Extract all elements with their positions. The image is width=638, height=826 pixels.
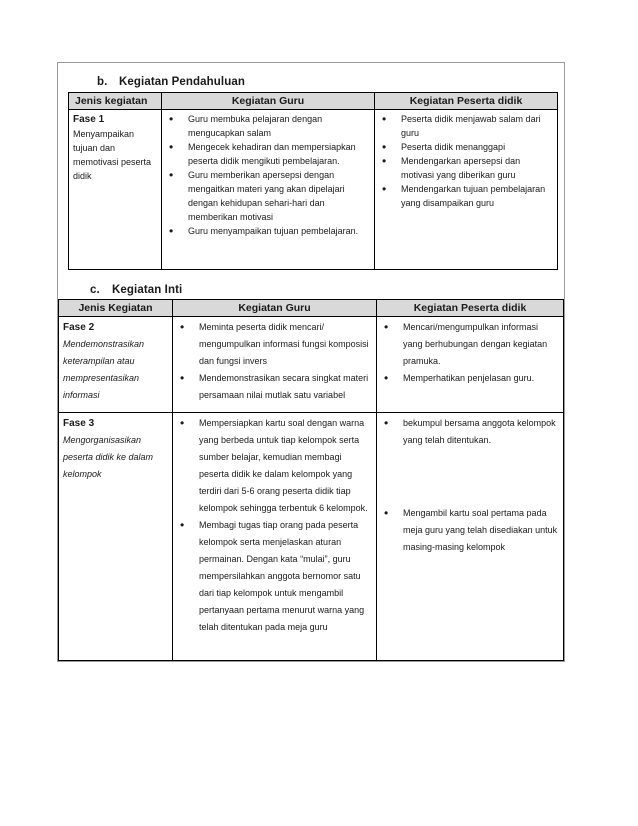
table-header-row	[59, 300, 564, 317]
section-c-heading	[90, 284, 182, 296]
section-b-heading	[97, 76, 245, 88]
fase-label: Fase 1	[73, 114, 105, 125]
list-item: • Guru memberikan apersepsi dengan mengaitkan materi yang akan dipelajari dengan kehidupan sehari-hari dan memberikan motivasi	[166, 168, 370, 224]
list-item: • Mencari/mengumpulkan informasi yang berhubungan dengan kegiatan pramuka.	[381, 319, 559, 370]
table-header-row	[69, 93, 558, 110]
header-jenis-kegiatan: Jenis kegiatan	[69, 93, 162, 110]
fase-label: Fase 3	[63, 418, 95, 429]
header-kegiatan-peserta: Kegiatan Peserta didik	[377, 300, 564, 317]
section-c-letter: c.	[90, 284, 100, 296]
section-c-title: Kegiatan Inti	[112, 284, 183, 296]
list-item: • Guru menyampaikan tujuan pembelajaran.	[166, 224, 370, 238]
cell-peserta	[377, 413, 564, 661]
cell-jenis	[69, 110, 162, 270]
cell-guru	[162, 110, 375, 270]
cell-peserta	[377, 317, 564, 413]
spacer	[381, 449, 559, 505]
table-row-fase-1	[69, 110, 558, 270]
cell-guru	[173, 317, 377, 413]
header-kegiatan-guru: Kegiatan Guru	[173, 300, 377, 317]
header-kegiatan-peserta: Kegiatan Peserta didik	[375, 93, 558, 110]
cell-peserta	[375, 110, 558, 270]
list-item: • Mengecek kehadiran dan mempersiapkan peserta didik mengikuti pembelajaran.	[166, 140, 370, 168]
list-item: • Mengambil kartu soal pertama pada meja guru yang telah disediakan untuk masing-masing kelompok	[381, 505, 559, 556]
header-kegiatan-guru: Kegiatan Guru	[162, 93, 375, 110]
list-item: • bekumpul bersama anggota kelompok yang telah ditentukan.	[381, 415, 559, 449]
fase-description: Mendemonstrasikan keterampilan atau mempresentasikan informasi	[63, 339, 145, 400]
header-jenis-kegiatan: Jenis Kegiatan	[59, 300, 173, 317]
cell-guru	[173, 413, 377, 661]
fase-label: Fase 2	[63, 322, 95, 333]
cell-jenis	[59, 413, 173, 661]
list-item: • Membagi tugas tiap orang pada peserta kelompok serta menjelaskan aturan permainan. Dengan kata “mulai”, guru mempersilahkan anggota bernomor satu dari tiap kelompok untuk mengambil pertanyaan pertama menurut warna yang telah ditentukan pada meja guru	[177, 517, 372, 636]
table-row-fase-3	[59, 413, 564, 661]
page-frame-bottom	[57, 661, 565, 662]
section-b-title: Kegiatan Pendahuluan	[119, 76, 245, 88]
list-item: • Mendengarkan tujuan pembelajaran yang disampaikan guru	[379, 182, 553, 210]
fase-description: Menyampaikan tujuan dan memotivasi peserta didik	[73, 129, 152, 181]
list-item: • Guru membuka pelajaran dengan mengucapkan salam	[166, 112, 370, 140]
list-item: • Mendemonstrasikan secara singkat materi persamaan nilai mutlak satu variabel	[177, 370, 372, 404]
list-item: • Meminta peserta didik mencari/ mengumpulkan informasi fungsi komposisi dan fungsi invers	[177, 319, 372, 370]
list-item: • Mempersiapkan kartu soal dengan warna yang berbeda untuk tiap kelompok serta sumber belajar, kemudian membagi peserta didik ke dalam kelompok yang terdiri dari 5-6 orang peserta didik tiap kelompok sehingga terbentuk 6 kelompok.	[177, 415, 372, 517]
list-item: • Peserta didik menjawab salam dari guru	[379, 112, 553, 140]
list-item: • Mendengarkan apersepsi dan motivasi yang diberikan guru	[379, 154, 553, 182]
table-kegiatan-pendahuluan	[68, 92, 558, 270]
list-item: • Peserta didik menanggapi	[379, 140, 553, 154]
table-kegiatan-inti	[58, 299, 564, 661]
cell-jenis	[59, 317, 173, 413]
list-item: • Memperhatikan penjelasan guru.	[381, 370, 559, 387]
fase-description: Mengorganisasikan peserta didik ke dalam kelompok	[63, 435, 154, 479]
table-row-fase-2	[59, 317, 564, 413]
section-b-letter: b.	[97, 76, 108, 88]
